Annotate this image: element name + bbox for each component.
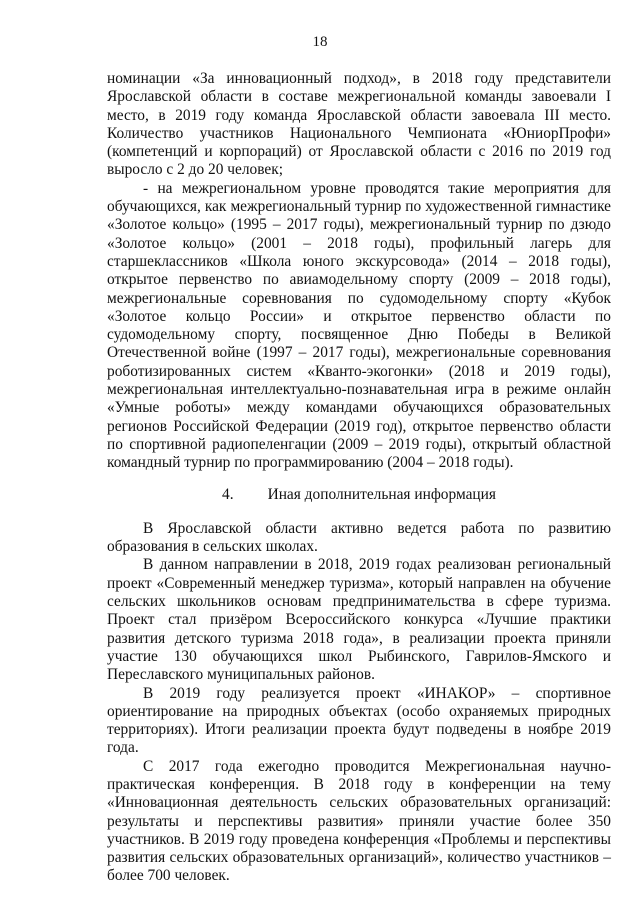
page-number: 18: [312, 34, 328, 50]
paragraph-interregional-events: - на межрегиональном уровне проводятся такие мероприятия для обучающихся, как межрегиональный турнир по художественной гимнастике «Золотое кольцо» (1995 – 2017 годы), межрегиональный турнир по дзюдо «Золотое кольцо» (2001 – 2018 годы), профильный лагерь для старшеклассников «Школа юного экскурсовода» (2014 – 2018 годы), открытое первенство по авиамодельному спорту (2009 – 2018 годы), межрегиональные соревнования по судомодельному спорту «Кубок «Золотое кольцо России» и открытое первенство области по судомодельному спорту, посвященное Дню Победы в Великой Отечественной войне (1997 – 2017 годы), межрегиональные соревнования роботизированных систем «Кванто-экогонки» (2018 и 2019 годы), межрегиональная интеллектуально-познавательная игра в режиме онлайн «Умные роботы» между командами обучающихся образовательных регионов Российской Федерации (2019 год), открытое первенство области по спортивной радиопеленгации (2009 – 2019 годы), открытый областной командный турнир по программированию (2004 – 2018 годы).: [107, 179, 611, 472]
paragraph-inakor-project: В 2019 году реализуется проект «ИНАКОР» – спортивное ориентирование на природных объектах (особо охраняемых природных территориях). Итоги реализации проекта будут подведены в ноябре 2019 года.: [107, 684, 611, 757]
paragraph-tourism-project: В данном направлении в 2018, 2019 годах реализован региональный проект «Современный менеджер туризма», который направлен на обучение сельских школьников основам предпринимательства в сфере туризма. Проект стал призёром Всероссийского конкурса «Лучшие практики развития детского туризма 2018 года», в реализации проекта приняли участие 130 обучающихся школ Рыбинского, Гаврилов-Ямского и Переславского муниципальных районов.: [107, 556, 611, 684]
section-title: Иная дополнительная информация: [267, 485, 496, 503]
document-body: [107, 70, 611, 886]
paragraph-conference: С 2017 года ежегодно проводится Межрегиональная научно-практическая конференция. В 2018 году в конференции на тему «Инновационная деятельность сельских образовательных организаций: результаты и перспективы развития» приняли участие более 350 участников. В 2019 году проведена конференция «Проблемы и перспективы развития сельских образовательных организаций», количество участников – более 700 человек.: [107, 757, 611, 885]
paragraph-continuation: номинации «За инновационный подход», в 2018 году представители Ярославской области в составе межрегиональной команды завоевали I место, в 2019 году команда Ярославской области завоевала III место. Количество участников Национального Чемпионата «ЮниорПрофи» (компетенций и корпораций) от Ярославской области с 2016 по 2019 год выросло с 2 до 20 человек;: [107, 70, 611, 179]
paragraph-rural-education: В Ярославской области активно ведется работа по развитию образования в сельских школах.: [107, 519, 611, 556]
section-number: 4.: [222, 485, 234, 503]
section-heading: [107, 486, 611, 504]
